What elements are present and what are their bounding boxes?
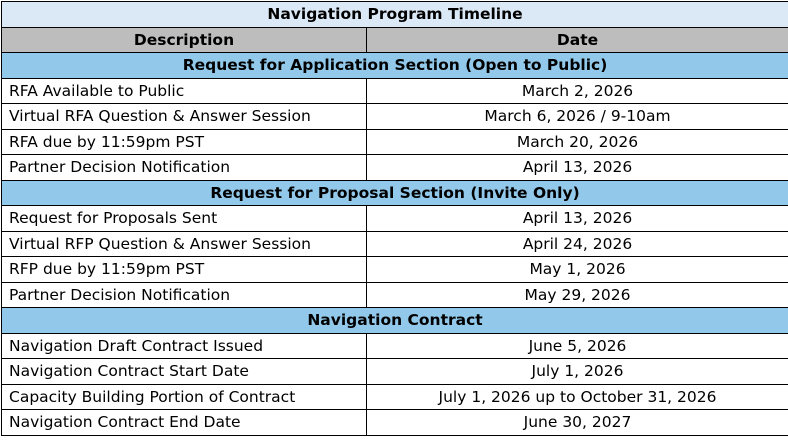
row-date: June 5, 2026 — [367, 333, 788, 359]
column-header-date: Date — [367, 27, 788, 53]
row-date: July 1, 2026 up to October 31, 2026 — [367, 384, 788, 410]
row-date: March 2, 2026 — [367, 78, 788, 104]
row-date: May 29, 2026 — [367, 282, 788, 308]
row-description: Navigation Draft Contract Issued — [2, 333, 367, 359]
table-row — [2, 129, 788, 155]
row-description: Request for Proposals Sent — [2, 206, 367, 232]
column-header-description: Description — [2, 27, 367, 53]
row-description: Partner Decision Notification — [2, 155, 367, 181]
row-description: Virtual RFP Question & Answer Session — [2, 231, 367, 257]
table-row — [2, 206, 788, 232]
table-row — [2, 282, 788, 308]
table-title-row — [2, 2, 788, 28]
row-description: Navigation Contract End Date — [2, 410, 367, 436]
row-description: RFA due by 11:59pm PST — [2, 129, 367, 155]
table-row — [2, 231, 788, 257]
row-date: July 1, 2026 — [367, 359, 788, 385]
timeline-table — [1, 1, 788, 436]
row-date: April 13, 2026 — [367, 206, 788, 232]
row-description: Navigation Contract Start Date — [2, 359, 367, 385]
row-date: April 13, 2026 — [367, 155, 788, 181]
row-description: RFP due by 11:59pm PST — [2, 257, 367, 283]
table-row — [2, 257, 788, 283]
table-title: Navigation Program Timeline — [2, 2, 788, 28]
row-date: May 1, 2026 — [367, 257, 788, 283]
table-row — [2, 384, 788, 410]
section-header-row — [2, 180, 788, 206]
row-date: March 20, 2026 — [367, 129, 788, 155]
row-description: Virtual RFA Question & Answer Session — [2, 104, 367, 130]
row-date: April 24, 2026 — [367, 231, 788, 257]
row-date: March 6, 2026 / 9-10am — [367, 104, 788, 130]
section-title: Request for Application Section (Open to Public) — [2, 53, 788, 79]
column-header-row — [2, 27, 788, 53]
section-title: Request for Proposal Section (Invite Only) — [2, 180, 788, 206]
table-row — [2, 410, 788, 436]
section-title: Navigation Contract — [2, 308, 788, 334]
table-row — [2, 78, 788, 104]
section-header-row — [2, 53, 788, 79]
table-row — [2, 359, 788, 385]
table-row — [2, 155, 788, 181]
row-date: June 30, 2027 — [367, 410, 788, 436]
table-row — [2, 333, 788, 359]
row-description: Partner Decision Notification — [2, 282, 367, 308]
table-row — [2, 104, 788, 130]
row-description: Capacity Building Portion of Contract — [2, 384, 367, 410]
section-header-row — [2, 308, 788, 334]
row-description: RFA Available to Public — [2, 78, 367, 104]
